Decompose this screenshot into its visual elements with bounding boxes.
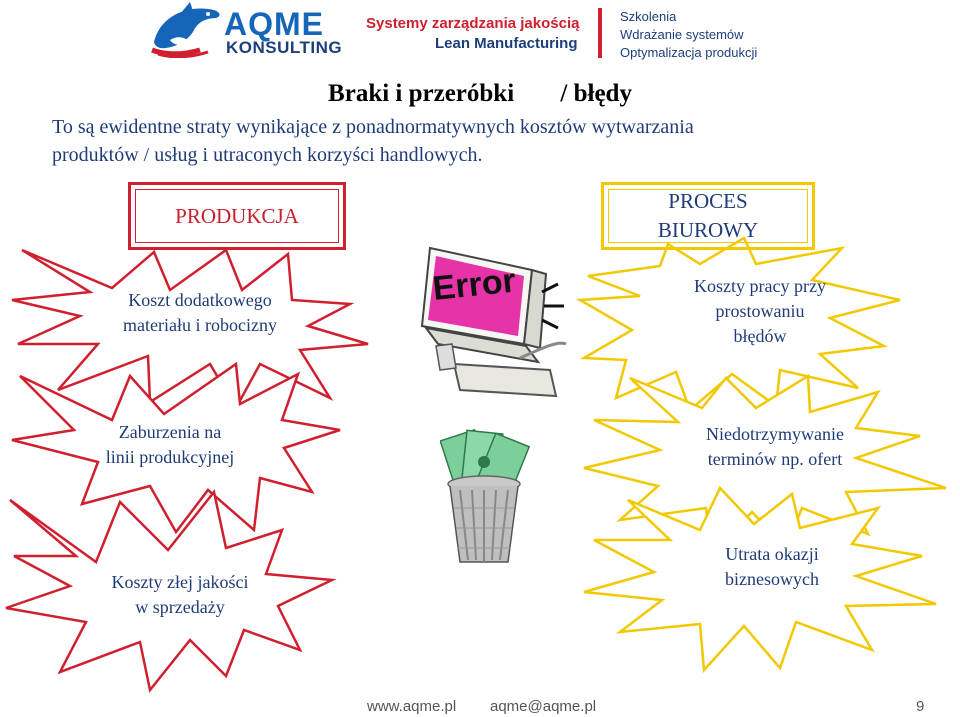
heading-proces-line2: BIUROWY: [657, 218, 759, 242]
burst-label-left-3: [70, 570, 290, 620]
logo-subwordmark: KONSULTING: [226, 38, 343, 57]
burst-label-right-1-line1: Koszty pracy przy: [694, 276, 826, 296]
burst-label-right-1-line2: prostowaniu: [715, 301, 805, 321]
computer-error-text: Error: [430, 261, 518, 308]
burst-label-right-2: [670, 422, 880, 472]
heading-produkcja: PRODUKCJA: [175, 203, 299, 228]
tagline-quality: Systemy zarządzania jakością: [366, 15, 580, 32]
burst-label-left-1: [90, 288, 310, 338]
slide-title-part2: / błędy: [560, 80, 632, 107]
burst-label-left-1-line2: materiału i robocizny: [123, 315, 277, 335]
burst-label-right-1: [660, 274, 860, 349]
tagline-lean: Lean Manufacturing: [435, 35, 578, 52]
burst-label-right-3-line2: biznesowych: [725, 569, 819, 589]
slide-title-part1: Braki i przeróbki: [328, 80, 515, 107]
burst-label-left-1-line1: Koszt dodatkowego: [128, 290, 272, 310]
footer-email-link[interactable]: aqme@aqme.pl: [490, 698, 597, 715]
header-link-wdrazanie[interactable]: Wdrażanie systemów: [620, 27, 744, 42]
money-trash-icon: [440, 428, 530, 568]
footer-website-link[interactable]: www.aqme.pl: [367, 698, 457, 715]
burst-label-right-3: [672, 542, 872, 592]
burst-label-left-3-line1: Koszty złej jakości: [111, 572, 249, 592]
computer-error-icon: [408, 240, 568, 400]
intro-line-2: produktów / usług i utraconych korzyści handlowych.: [52, 144, 483, 166]
heading-proces-line1: PROCES: [668, 189, 748, 213]
heading-proces-biurowy: [658, 187, 758, 245]
burst-label-right-2-line2: terminów np. ofert: [707, 449, 843, 469]
burst-label-right-1-line3: błędów: [733, 326, 787, 346]
burst-label-left-2-line1: Zaburzenia na: [118, 422, 222, 442]
heading-box-produkcja: [128, 182, 346, 250]
footer-page-number: 9: [916, 698, 925, 715]
burst-label-left-2-line2: linii produkcyjnej: [105, 447, 235, 467]
header-link-optymalizacja[interactable]: Optymalizacja produkcji: [620, 45, 758, 60]
burst-label-left-2: [60, 420, 280, 470]
burst-label-left-3-line2: w sprzedaży: [135, 597, 225, 617]
burst-label-right-3-line1: Utrata okazji: [725, 544, 819, 564]
heading-box-proces-biurowy: [601, 182, 815, 250]
burst-label-right-2-line1: Niedotrzymywanie: [706, 424, 844, 444]
header-link-szkolenia[interactable]: Szkolenia: [620, 9, 677, 24]
logo-wordmark: AQME: [224, 6, 324, 42]
intro-line-1: To są ewidentne straty wynikające z ponadnormatywnych kosztów wytwarzania: [52, 116, 694, 138]
